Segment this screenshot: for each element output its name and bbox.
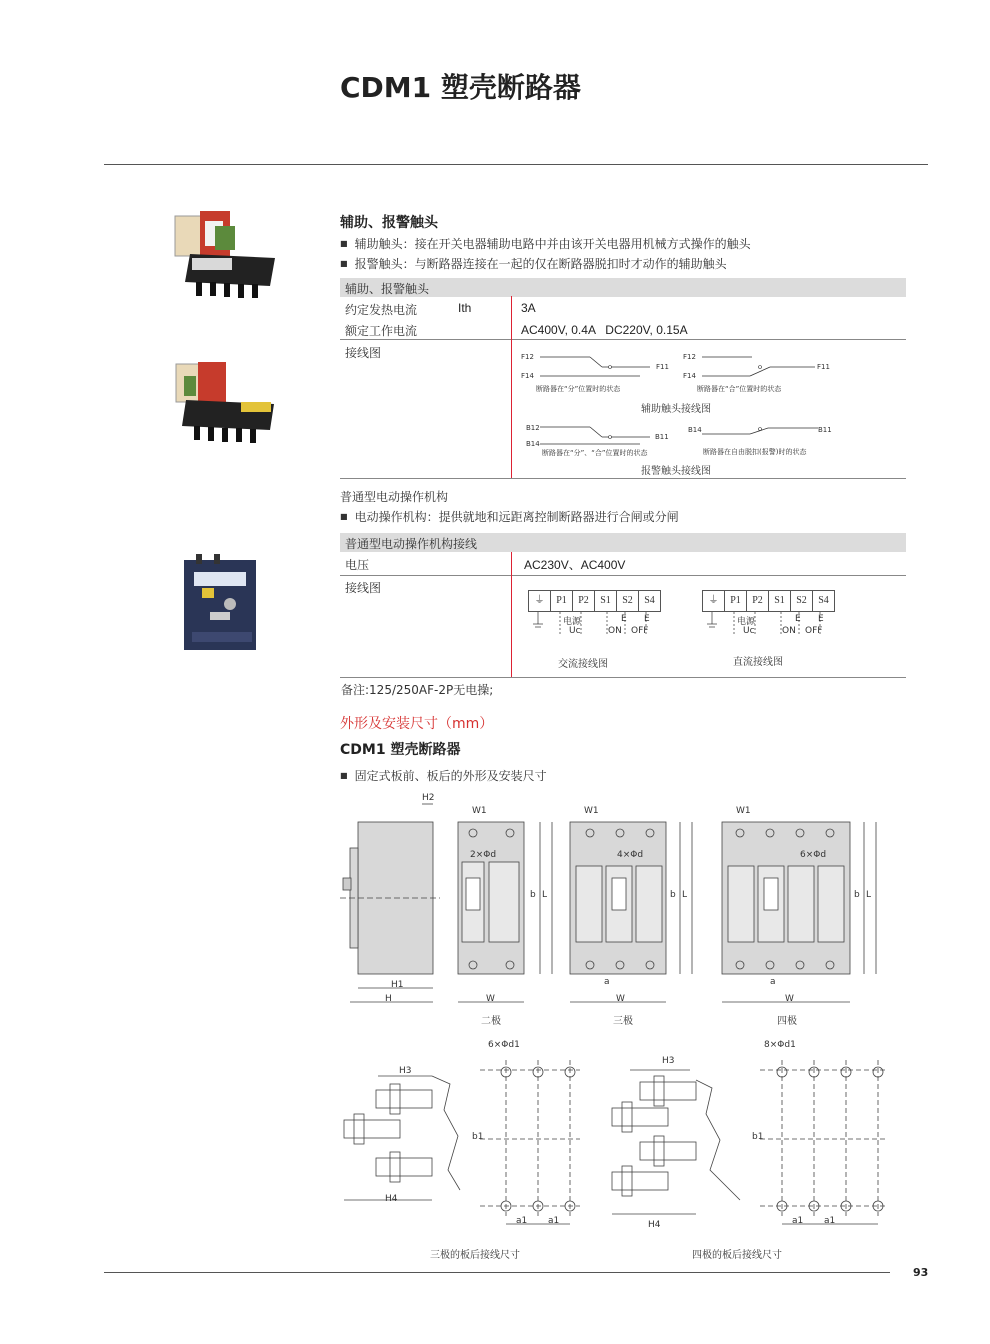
top-divider bbox=[104, 164, 928, 165]
alarm-b12: B12 bbox=[526, 424, 540, 432]
ac-e-off: E bbox=[644, 614, 650, 624]
motor-voltage-label: 电压 bbox=[345, 558, 370, 572]
dim-w1-2p: W1 bbox=[472, 806, 487, 816]
alarm-diagram-caption: 报警触头接线图 bbox=[641, 466, 711, 477]
rated-thermal-current-symbol: Ith bbox=[458, 301, 472, 315]
alarm-state-open: 断路器在“分”、“合”位置时的状态 bbox=[542, 449, 648, 457]
rated-thermal-current-label: 约定发热电流 bbox=[345, 303, 418, 317]
dc-terminal-p2: P2 bbox=[746, 591, 768, 611]
dim-holes-2p: 2×Φd bbox=[470, 850, 497, 860]
motor-operator-photo bbox=[180, 552, 264, 656]
caption-four-pole: 四极 bbox=[777, 1016, 797, 1027]
alarm-contact-photo bbox=[166, 356, 278, 448]
aux-diagram-caption: 辅助触头接线图 bbox=[641, 404, 711, 415]
motor-wiring-label: 接线图 bbox=[345, 581, 382, 595]
ac-terminal-block bbox=[528, 590, 661, 612]
dim-l-3p: L bbox=[682, 890, 688, 900]
motor-table-bottom bbox=[340, 677, 906, 678]
rated-thermal-current-value: 3A bbox=[521, 301, 536, 315]
dc-diagram-caption: 直流接线图 bbox=[733, 657, 783, 668]
aux-table-red-divider bbox=[511, 296, 512, 479]
alarm-state-trip: 断路器在自由脱扣(报警)时的状态 bbox=[703, 448, 807, 456]
ground-icon: ⏚ bbox=[708, 595, 719, 606]
page-title: CDM1 塑壳断路器 bbox=[340, 71, 581, 104]
dc-terminal-s2: S2 bbox=[790, 591, 812, 611]
aux-bullet-1: ■ 辅助触头：接在开关电器辅助电路中并由该开关电器用机械方式操作的触头 bbox=[340, 235, 751, 252]
dim-holes-4p: 6×Φd bbox=[800, 850, 827, 860]
dim-h4-3p: H4 bbox=[385, 1194, 398, 1204]
ground-icon: ⏚ bbox=[534, 595, 545, 606]
dim-a-4p: a bbox=[770, 977, 776, 987]
dim-h2: H2 bbox=[422, 793, 435, 803]
aux-row-divider bbox=[340, 339, 906, 340]
dim-w1-3p: W1 bbox=[584, 806, 599, 816]
dc-terminal-p1: P1 bbox=[724, 591, 746, 611]
ac-terminal-s2: S2 bbox=[616, 591, 638, 611]
dim-w-3p: W bbox=[616, 994, 625, 1004]
page-number: 93 bbox=[913, 1266, 929, 1279]
dim-h: H bbox=[385, 994, 392, 1004]
dim-b-2p: b bbox=[530, 890, 536, 900]
aux-f14-right: F14 bbox=[683, 372, 696, 380]
aux-f11-left: F11 bbox=[656, 363, 669, 371]
motor-bullet: ■ 电动操作机构：提供就地和远距离控制断路器进行合闸或分闸 bbox=[340, 508, 679, 525]
dc-power-label: 电源 bbox=[737, 617, 756, 627]
ac-on-label: ON bbox=[608, 626, 622, 636]
dim-h3-4p: H3 bbox=[662, 1056, 675, 1066]
aux-wiring-label: 接线图 bbox=[345, 346, 382, 360]
alarm-b11-right: B11 bbox=[818, 426, 832, 434]
motor-table-band bbox=[340, 533, 906, 552]
ac-terminal-s4: S4 bbox=[638, 591, 660, 611]
dimensions-bullet: ■ 固定式板前、板后的外形及安装尺寸 bbox=[340, 767, 547, 784]
aux-f12-right: F12 bbox=[683, 353, 696, 361]
dc-terminal-s1: S1 bbox=[768, 591, 790, 611]
dim-b-3p: b bbox=[670, 890, 676, 900]
ac-diagram-caption: 交流接线图 bbox=[558, 659, 608, 670]
ac-terminal-p1: P1 bbox=[550, 591, 572, 611]
ac-e-on: E bbox=[621, 614, 627, 624]
rated-operating-current-value: AC400V, 0.4A DC220V, 0.15A bbox=[521, 323, 688, 337]
alarm-b14-right: B14 bbox=[688, 426, 702, 434]
dim-h1: H1 bbox=[391, 980, 404, 990]
dim-a-3p: a bbox=[604, 977, 610, 987]
rated-operating-current-label: 额定工作电流 bbox=[345, 324, 418, 338]
aux-table-bottom bbox=[340, 478, 906, 479]
ac-off-label: OFF bbox=[631, 626, 649, 636]
footer-divider bbox=[104, 1272, 890, 1273]
ac-uc-label: Uc bbox=[569, 626, 581, 636]
ac-terminal-p2: P2 bbox=[572, 591, 594, 611]
dim-a1-3p-2: a1 bbox=[548, 1216, 560, 1226]
motor-table-red-divider bbox=[511, 552, 512, 678]
motor-table-band-label: 普通型电动操作机构接线 bbox=[345, 537, 478, 551]
ac-power-label: 电源 bbox=[563, 617, 582, 627]
motor-heading: 普通型电动操作机构 bbox=[340, 490, 449, 504]
caption-two-pole: 二极 bbox=[481, 1016, 501, 1027]
dim-holes-3p: 4×Φd bbox=[617, 850, 644, 860]
aux-f11-right: F11 bbox=[817, 363, 830, 371]
caption-rear-three-pole: 三极的板后接线尺寸 bbox=[430, 1250, 520, 1261]
aux-state-open: 断路器在“分”位置时的状态 bbox=[536, 385, 621, 393]
caption-three-pole: 三极 bbox=[613, 1016, 633, 1027]
aux-table-band bbox=[340, 278, 906, 297]
rear-dimension-drawings bbox=[340, 1040, 900, 1230]
aux-contact-photo bbox=[170, 206, 280, 302]
dim-w-4p: W bbox=[785, 994, 794, 1004]
dc-e-off: E bbox=[818, 614, 824, 624]
motor-voltage-value: AC230V、AC400V bbox=[524, 558, 626, 572]
dc-terminal-s4: S4 bbox=[812, 591, 834, 611]
dim-a1-4p-2: a1 bbox=[824, 1216, 836, 1226]
dc-terminal-block bbox=[702, 590, 835, 612]
dc-on-label: ON bbox=[782, 626, 796, 636]
dim-l-4p: L bbox=[866, 890, 872, 900]
dim-holes-rear-3p: 6×Φd1 bbox=[488, 1040, 520, 1050]
aux-heading: 辅助、报警触头 bbox=[340, 215, 438, 231]
aux-bullet-2: ■ 报警触头：与断路器连接在一起的仅在断路器脱扣时才动作的辅助触头 bbox=[340, 255, 727, 272]
dimensions-heading: 外形及安装尺寸（mm） bbox=[340, 716, 494, 732]
terminal-leads bbox=[528, 610, 858, 650]
dim-h3-3p: H3 bbox=[399, 1066, 412, 1076]
dim-w-2p: W bbox=[486, 994, 495, 1004]
ac-terminal-s1: S1 bbox=[594, 591, 616, 611]
dim-b1-3p: b1 bbox=[472, 1132, 484, 1142]
motor-note: 备注:125/250AF-2P无电操; bbox=[341, 683, 494, 697]
alarm-b14: B14 bbox=[526, 440, 540, 448]
dim-b-4p: b bbox=[854, 890, 860, 900]
dim-w1-4p: W1 bbox=[736, 806, 751, 816]
dim-a1-4p-1: a1 bbox=[792, 1216, 804, 1226]
dim-holes-rear-4p: 8×Φd1 bbox=[764, 1040, 796, 1050]
dim-a1-3p-1: a1 bbox=[516, 1216, 528, 1226]
dc-e-on: E bbox=[795, 614, 801, 624]
aux-f14-left: F14 bbox=[521, 372, 534, 380]
dim-h4-4p: H4 bbox=[648, 1220, 661, 1230]
dimensions-subheading: CDM1 塑壳断路器 bbox=[340, 742, 461, 758]
dim-b1-4p: b1 bbox=[752, 1132, 764, 1142]
alarm-b11: B11 bbox=[655, 433, 669, 441]
motor-row-divider bbox=[340, 575, 906, 576]
aux-table-band-label: 辅助、报警触头 bbox=[345, 282, 430, 296]
caption-rear-four-pole: 四极的板后接线尺寸 bbox=[692, 1250, 782, 1261]
aux-state-closed: 断路器在“合”位置时的状态 bbox=[697, 385, 782, 393]
dim-l-2p: L bbox=[542, 890, 548, 900]
dc-uc-label: Uc bbox=[743, 626, 755, 636]
aux-f12-left: F12 bbox=[521, 353, 534, 361]
dc-off-label: OFF bbox=[805, 626, 823, 636]
